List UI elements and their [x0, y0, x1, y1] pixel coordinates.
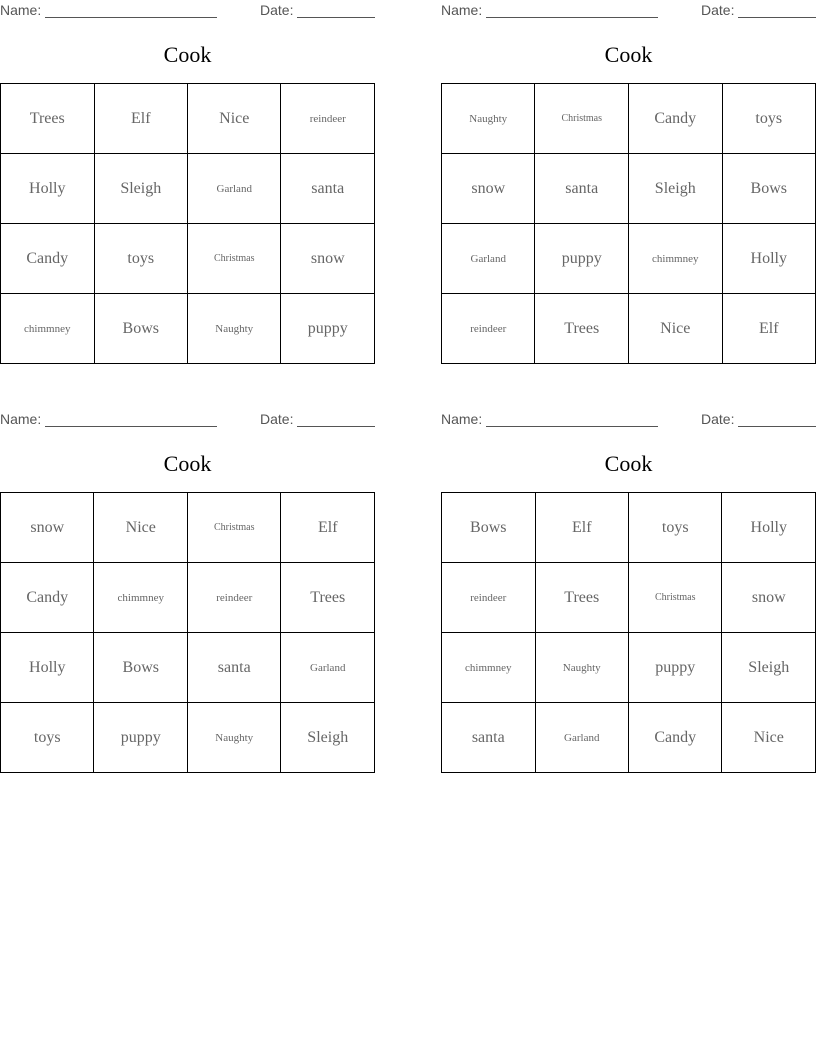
- grid-row: [442, 493, 816, 563]
- grid-cell: Candy: [1, 224, 95, 294]
- grid-cell: Holly: [1, 154, 95, 224]
- name-blank-line[interactable]: [486, 426, 658, 427]
- grid-cell: Elf: [94, 84, 187, 154]
- name-label: Name:: [441, 2, 483, 18]
- name-blank-line[interactable]: [45, 17, 217, 18]
- name-label: Name:: [441, 411, 483, 427]
- grid-cell: chimmney: [628, 224, 722, 294]
- grid-cell: Garland: [535, 703, 628, 773]
- grid-cell: santa: [188, 633, 281, 703]
- grid-cell: Garland: [281, 633, 375, 703]
- grid-cell: reindeer: [188, 563, 281, 633]
- grid-cell: Sleigh: [722, 633, 816, 703]
- grid-cell: Christmas: [188, 493, 281, 563]
- card-title: Cook: [163, 451, 212, 476]
- grid-cell: Nice: [188, 84, 281, 154]
- card-header: [0, 411, 375, 429]
- grid-cell: Trees: [535, 294, 629, 364]
- bingo-grid: [441, 492, 816, 773]
- grid-cell: Holly: [722, 493, 816, 563]
- grid-row: [442, 224, 816, 294]
- grid-cell: Bows: [442, 493, 536, 563]
- grid-row: [1, 703, 375, 773]
- grid-cell: reindeer: [442, 563, 536, 633]
- card-header: [0, 2, 375, 20]
- bingo-card: [441, 409, 816, 774]
- grid-cell: toys: [722, 84, 816, 154]
- date-label: Date:: [260, 2, 294, 18]
- date-blank-line[interactable]: [738, 426, 816, 427]
- grid-cell: snow: [1, 493, 94, 563]
- grid-cell: Candy: [628, 703, 722, 773]
- grid-cell: Naughty: [535, 633, 628, 703]
- grid-cell: snow: [442, 154, 535, 224]
- grid-cell: puppy: [535, 224, 629, 294]
- grid-cell: toys: [94, 224, 187, 294]
- grid-row: [442, 154, 816, 224]
- grid-cell: puppy: [281, 294, 375, 364]
- grid-cell: toys: [628, 493, 722, 563]
- grid-row: [1, 294, 375, 364]
- grid-cell: Trees: [1, 84, 95, 154]
- grid-cell: puppy: [94, 703, 188, 773]
- grid-cell: puppy: [628, 633, 722, 703]
- grid-cell: chimmney: [442, 633, 536, 703]
- grid-cell: Bows: [94, 294, 187, 364]
- date-label: Date:: [701, 2, 735, 18]
- grid-cell: Trees: [281, 563, 375, 633]
- grid-row: [1, 563, 375, 633]
- grid-cell: Christmas: [535, 84, 629, 154]
- grid-cell: chimmney: [1, 294, 95, 364]
- grid-cell: Elf: [535, 493, 628, 563]
- grid-cell: Sleigh: [94, 154, 187, 224]
- bingo-card: [0, 0, 375, 365]
- grid-row: [1, 84, 375, 154]
- grid-cell: Sleigh: [281, 703, 375, 773]
- grid-cell: Trees: [535, 563, 628, 633]
- grid-cell: Christmas: [628, 563, 722, 633]
- grid-cell: Holly: [1, 633, 94, 703]
- grid-cell: Elf: [722, 294, 816, 364]
- bingo-card: [0, 409, 375, 774]
- grid-cell: Sleigh: [628, 154, 722, 224]
- grid-row: [442, 633, 816, 703]
- grid-cell: reindeer: [281, 84, 375, 154]
- grid-cell: santa: [442, 703, 536, 773]
- card-title: Cook: [604, 42, 653, 67]
- grid-cell: Elf: [281, 493, 375, 563]
- grid-cell: Garland: [442, 224, 535, 294]
- name-label: Name:: [0, 2, 42, 18]
- grid-cell: santa: [281, 154, 375, 224]
- grid-cell: Candy: [1, 563, 94, 633]
- name-label: Name:: [0, 411, 42, 427]
- name-blank-line[interactable]: [486, 17, 658, 18]
- grid-cell: Bows: [94, 633, 188, 703]
- grid-row: [442, 294, 816, 364]
- date-blank-line[interactable]: [297, 426, 375, 427]
- grid-row: [1, 154, 375, 224]
- grid-cell: Holly: [722, 224, 816, 294]
- grid-cell: chimmney: [94, 563, 188, 633]
- grid-cell: Naughty: [188, 703, 281, 773]
- date-label: Date:: [260, 411, 294, 427]
- grid-cell: Naughty: [188, 294, 281, 364]
- grid-cell: Garland: [188, 154, 281, 224]
- bingo-grid: [0, 492, 375, 773]
- grid-cell: Nice: [94, 493, 188, 563]
- card-header: [441, 411, 816, 429]
- grid-row: [442, 84, 816, 154]
- bingo-grid: [0, 83, 375, 364]
- grid-cell: Naughty: [442, 84, 535, 154]
- card-title: Cook: [604, 451, 653, 476]
- date-label: Date:: [701, 411, 735, 427]
- bingo-grid: [441, 83, 816, 364]
- grid-cell: santa: [535, 154, 629, 224]
- grid-cell: toys: [1, 703, 94, 773]
- grid-cell: Nice: [628, 294, 722, 364]
- grid-row: [442, 563, 816, 633]
- grid-cell: Christmas: [188, 224, 281, 294]
- date-blank-line[interactable]: [297, 17, 375, 18]
- grid-cell: Candy: [628, 84, 722, 154]
- grid-row: [1, 493, 375, 563]
- grid-cell: snow: [281, 224, 375, 294]
- date-blank-line[interactable]: [738, 17, 816, 18]
- card-title: Cook: [163, 42, 212, 67]
- grid-cell: reindeer: [442, 294, 535, 364]
- grid-row: [1, 224, 375, 294]
- grid-row: [442, 703, 816, 773]
- card-header: [441, 2, 816, 20]
- name-blank-line[interactable]: [45, 426, 217, 427]
- grid-row: [1, 633, 375, 703]
- grid-cell: Nice: [722, 703, 816, 773]
- bingo-card: [441, 0, 816, 365]
- grid-cell: Bows: [722, 154, 816, 224]
- grid-cell: snow: [722, 563, 816, 633]
